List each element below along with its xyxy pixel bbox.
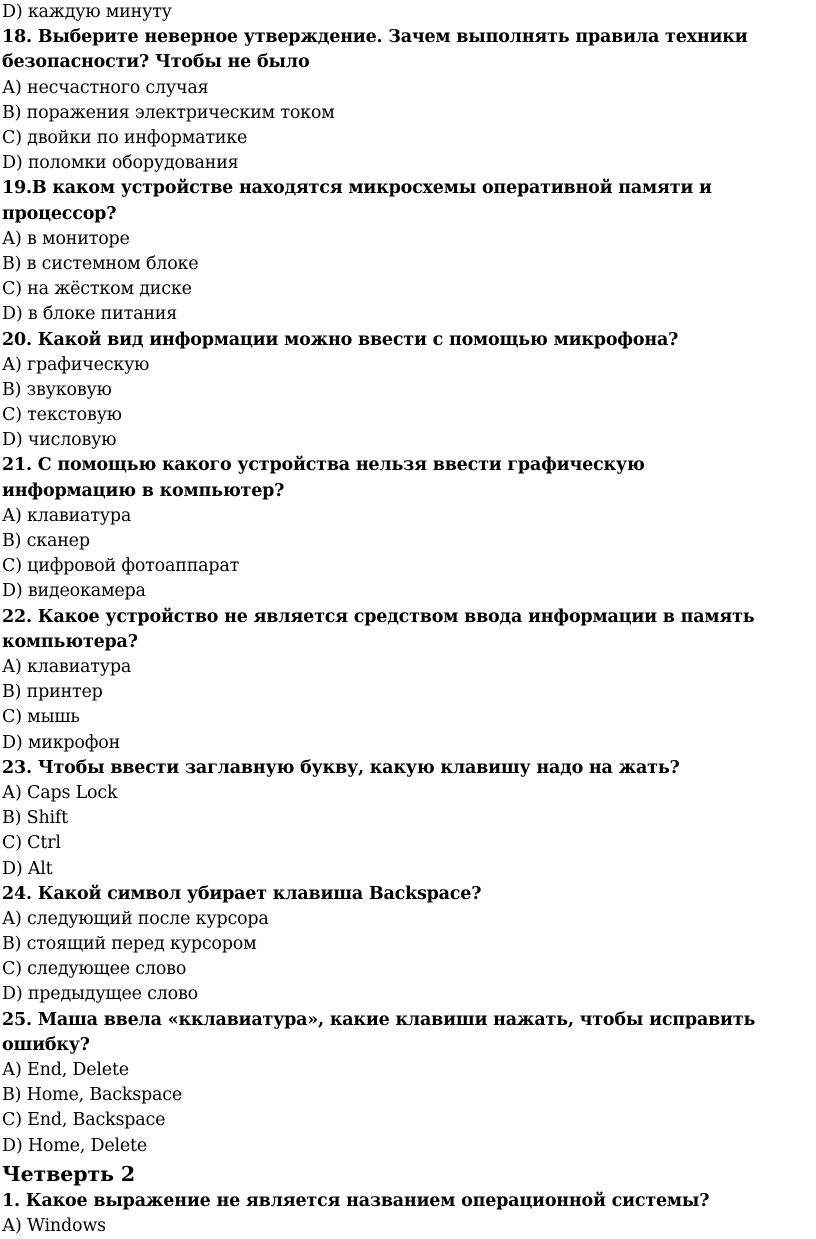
answer-option: C) Ctrl: [2, 833, 61, 854]
answer-option: А) несчастного случая: [2, 77, 209, 98]
question-text: 1. Какое выражение не является названием операционной системы?: [2, 1190, 710, 1211]
question-text: 18. Выберите неверное утверждение. Зачем выполнять правила техники безопасности? Чтобы не было: [2, 27, 748, 73]
question-text: 24. Какой символ убирает клавиша Backspace?: [2, 883, 482, 904]
answer-option: B) Shift: [2, 808, 69, 829]
answer-option: В) стоящий перед курсором: [2, 934, 257, 955]
answer-option: С) текстовую: [2, 405, 122, 426]
answer-option: D) Alt: [2, 858, 53, 879]
section-heading: Четверть 2: [2, 1161, 136, 1186]
answer-option: С) двойки по информатике: [2, 127, 248, 148]
answer-option: D) микрофон: [2, 732, 121, 753]
answer-option: А) графическую: [2, 354, 150, 375]
answer-option: А) Caps Lock: [2, 782, 118, 803]
answer-option: D) предыдущее слово: [2, 984, 199, 1005]
question-text: 20. Какой вид информации можно ввести с помощью микрофона?: [2, 329, 679, 350]
answer-option: А) клавиатура: [2, 505, 132, 526]
answer-option: С) End, Backspace: [2, 1110, 166, 1131]
answer-option: С) мышь: [2, 707, 80, 728]
answer-option: D) Home, Delete: [2, 1135, 148, 1156]
answer-option: В) в системном блоке: [2, 253, 199, 274]
question-text: 21. С помощью какого устройства нельзя ввести графическую информацию в компьютер?: [2, 455, 645, 501]
question-text: 25. Маша ввела «кклавиатура», какие клавиши нажать, чтобы исправить ошибку?: [2, 1009, 756, 1055]
answer-option: D) числовую: [2, 430, 117, 451]
answer-option: В) принтер: [2, 682, 103, 703]
answer-option: А) в мониторе: [2, 228, 130, 249]
answer-option: С) на жёстком диске: [2, 279, 192, 300]
answer-option: В) поражения электрическим током: [2, 102, 335, 123]
answer-option: D) поломки оборудования: [2, 153, 239, 174]
question-text: 23. Чтобы ввести заглавную букву, какую клавишу надо на жать?: [2, 757, 680, 778]
answer-option: А) следующий после курсора: [2, 908, 269, 929]
question-text: 19.В каком устройстве находятся микросхемы оперативной памяти и процессор?: [2, 178, 712, 224]
answer-option: А) клавиатура: [2, 657, 132, 678]
document-page: [2, 0, 808, 1239]
answer-option: D) в блоке питания: [2, 304, 178, 325]
answer-option: С) цифровой фотоаппарат: [2, 556, 240, 577]
question-text: 22. Какое устройство не является средством ввода информации в память компьютера?: [2, 606, 755, 652]
answer-option: В) сканер: [2, 531, 90, 552]
answer-option: А) End, Delete: [2, 1060, 129, 1081]
lead-option: D) каждую минуту: [2, 2, 172, 22]
questions-block-quarter-2: [2, 1189, 808, 1239]
answer-option: А) Windows: [2, 1216, 106, 1237]
answer-option: В) Home, Backspace: [2, 1085, 182, 1106]
answer-option: С) следующее слово: [2, 959, 187, 980]
answer-option: В) звуковую: [2, 379, 112, 400]
answer-option: D) видеокамера: [2, 581, 146, 602]
questions-block-quarter-1: [2, 25, 808, 1159]
